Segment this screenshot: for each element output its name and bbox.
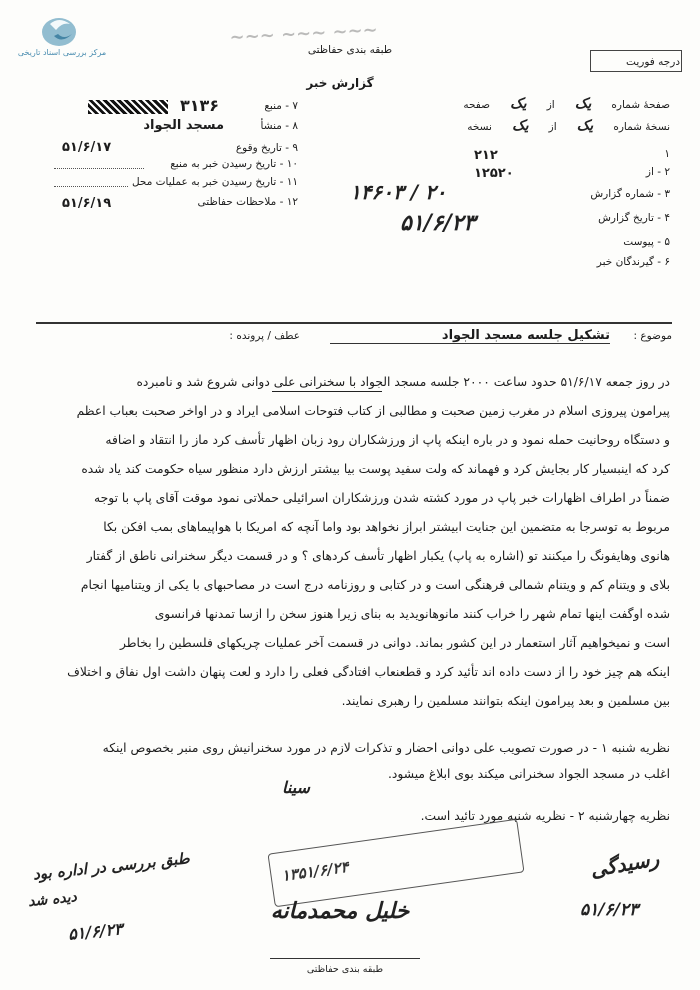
field-1-value: ۲۱۲ [474,148,498,163]
footer-divider [270,958,420,959]
reference-label: عطف / پرونده : [229,330,300,342]
body-line: هانوی وهایفونگ را میکنند تو (اشاره به پاپ) یکبار اظهار تأسف کردهای ؟ و در قسمت دیگر سخنرانی ناطق از گفتار [86,549,670,563]
field-recipients-label: ۶ - گیرندگان خبر [596,256,670,268]
body-line: است و نمیخواهیم آثار استعمار در این کشور بماند. دوانی در قسمت آخر عملیات چریکهای فلسطین را بخاطر [119,636,670,650]
field-source-label: ۷ - منبع [264,100,298,112]
field-2-value: ۱۲۵۲۰ [474,166,514,181]
note-line: نظریه چهارشنبه ۲ - نظریه شنبه مورد تائید است. [420,809,670,823]
body-line: کرد که اینبسیار کار بجایش کرد و فهماند که ولت سفید پوست بیا بیشتر ارزش دارد منظور سیاه حکومت کند یاد شده [81,462,670,476]
right-signature-date: ۵۱/۶/۲۳ [580,900,639,920]
body-line: در روز جمعه ۵۱/۶/۱۷ حدود ساعت ۲۰۰۰ جلسه مسجد الجواد با سخنرانی علی دوانی شروع شد و نامبرده [136,375,670,389]
watermark-text: مرکز بررسی اسناد تاریخی [17,48,107,57]
body-line: مربوط به توسرجا به متضمین این جنایت ابیشتر ابراز نخواهد بود واما آنچه که امریکا با هواپیماهای بمب افکن بکا [103,520,670,534]
field-origin-value: مسجد الجواد [143,118,224,133]
report-title: گزارش خبر [306,76,374,90]
footer-classification: طبقه بندی حفاظتی [306,964,384,975]
field-receive-ops-label: ۱۱ - تاریخ رسیدن خبر به عملیات محل [131,176,298,188]
body-line: بین مسلمین و بعد پیرامون اینکه بتوانند مسلمین را رهبری نمایند. [341,694,670,708]
security-level-label: درجه فوریت [626,56,680,68]
field-event-date-value: ۵۱/۶/۱۷ [62,140,112,155]
left-handwritten-note: طبق بررسی در اداره بود [32,849,191,884]
right-fields [350,96,670,286]
copy-number-row: نسخهٔ شماره یک از یک نسخه [467,118,670,134]
body-line: و دستگاه روحانیت حمله نمود و در باره اینکه پاپ از ورزشکاران رود زبان اظهار تأسف کرد ماز را انتقاد و اضافه [105,433,670,447]
field-origin-label: ۸ - منشأ [260,120,298,132]
note-line: نظریه شنبه ۱ - در صورت تصویب علی دوانی احضار و تذکرات لازم در مورد سخنرانیش روی منبر بخصوص اینکه [102,741,670,755]
page-number-row: صفحهٔ شماره یک از یک صفحه [463,96,670,112]
field-report-number-value: ۱۴۶۰۳ / ۲۰ [350,180,447,204]
field-1-label: ۱ [664,148,670,160]
left-fields [40,96,300,236]
initials-mark: سینا [282,778,310,797]
body-line: بلای و ویتنام کم و ویتنام شمالی فرهنگی است و در کتابی و روزنامه درج است در مصاحبهای با یکی از ویتنامیها انجام [80,578,670,592]
org-line: طبقه بندی حفاظتی [307,44,393,56]
body-line: ضمناً در اطراف اظهارات خبر پاپ در مورد کشته شدن ورزشکاران اسرائیلی حملاتی نمود موقت آقای پاپ با توجه [94,491,670,505]
archive-logo-icon [32,10,90,50]
source-redacted [88,100,168,114]
header-divider [36,322,672,324]
field-receive-source-label: ۱۰ - تاریخ رسیدن خبر به منبع [170,158,298,170]
field-report-date-value: ۵۱/۶/۲۳ [400,210,476,236]
field-receive-ops-line [54,186,128,187]
body-line: شده اوگفت اینها تمام شهر را خراب کنند مانوهانویدید به بنای زیرا هنوز سخن را ازسا تمدنها فرانسوی [154,607,670,621]
note-line: اغلب در مسجد الجواد سخنرانی میکند بوی ابلاغ میشود. [388,767,670,781]
subject-label: موضوع : [633,330,672,342]
center-stamp [267,819,524,908]
header-scribble: ~~~ ~~~ ~~~ [229,19,379,49]
watermark-logo [32,10,90,50]
center-signature-name: خلیل محمدمانه [270,898,410,924]
field-attachment-label: ۵ - پیوست [623,236,670,248]
handwritten-underline [272,391,382,392]
subject-value: تشکیل جلسه مسجد الجواد [330,328,610,344]
security-level-box [590,50,682,72]
field-security-notes-value: ۵۱/۶/۱۹ [62,196,112,211]
field-receive-source-line [54,168,144,169]
left-handwritten-date: ۵۱/۶/۲۳ [67,919,124,944]
body-line: اینکه هم چیز خود را از دست داده اند تأئید کرد و قطعنعاب افتادگی فعلی را دارد و لعت پنهان داشت اول نفاق و اختلاف [67,665,670,679]
field-2-label: ۲ - از [645,166,670,178]
field-report-number-label: ۳ - شماره گزارش [590,188,670,200]
field-source-value: ۳۱۳۶ [180,96,220,115]
field-event-date-label: ۹ - تاریخ وقوع [235,142,298,154]
stamp-date: ۱۳۵۱/۶/۲۴ [280,857,350,885]
field-security-notes-label: ۱۲ - ملاحظات حفاظتی [197,196,298,208]
left-handwritten-sub: دیده شد [27,889,78,911]
field-report-date-label: ۴ - تاریخ گزارش [598,212,670,224]
right-signature: رسیدگی [588,846,661,882]
body-line: پیرامون پیروزی اسلام در مغرب زمین صحبت و مطالبی از کتاب فتوحات اسلامی ایراد و در اواخر صحبت بعباب اعظم [76,404,670,418]
